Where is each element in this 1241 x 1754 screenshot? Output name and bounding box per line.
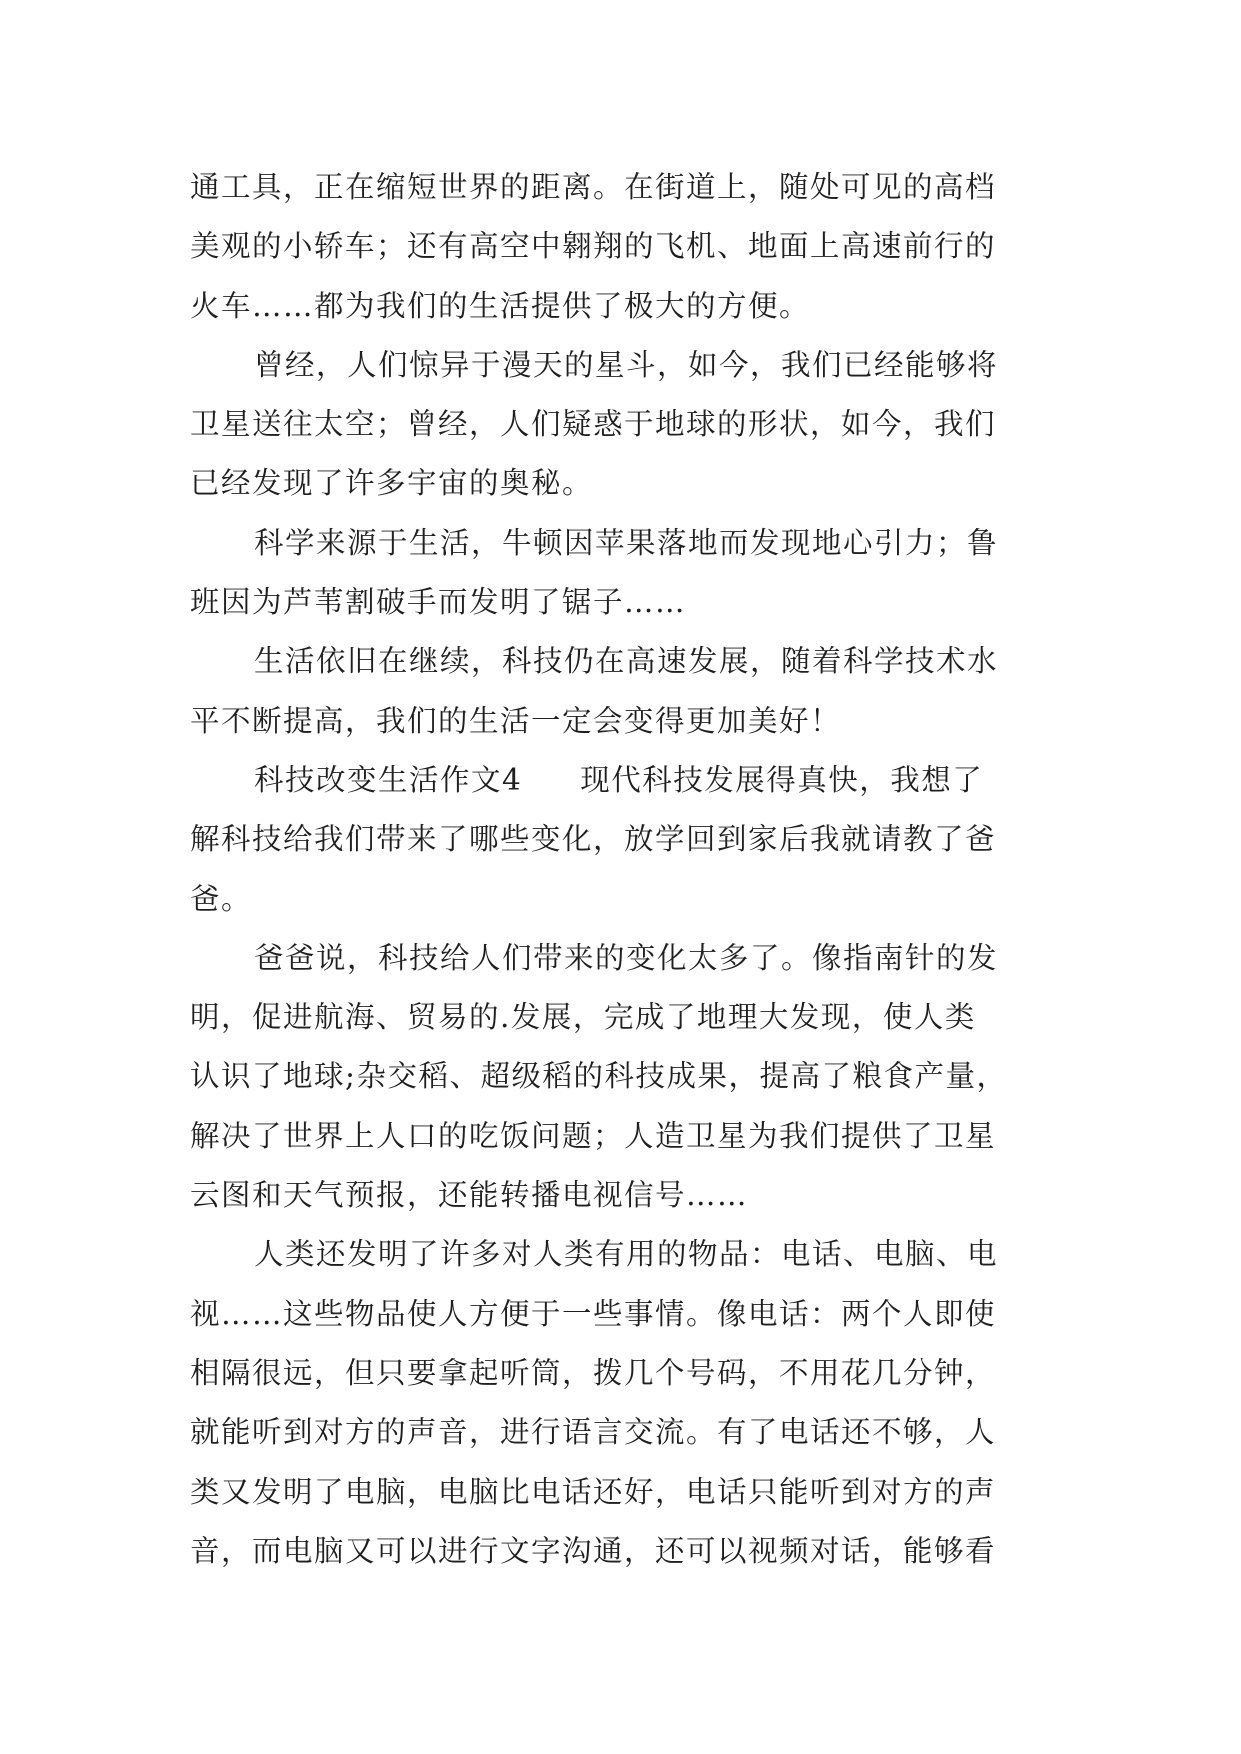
text-line: 解决了世界上人口的吃饭问题；人造卫星为我们提供了卫星 <box>190 1118 997 1153</box>
text-line: 明，促进航海、贸易的.发展，完成了地理大发现，使人类 <box>190 1000 976 1035</box>
text-line: 卫星送往太空；曾经，人们疑惑于地球的形状，如今，我们 <box>190 407 997 442</box>
text-line: 火车……都为我们的生活提供了极大的方便。 <box>190 288 811 323</box>
text-line <box>190 751 1050 810</box>
paragraph <box>190 158 1050 336</box>
text-line: 人类还发明了许多对人类有用的物品：电话、电脑、电 <box>254 1237 999 1272</box>
paragraph <box>190 336 1050 514</box>
text-line: 解科技给我们带来了哪些变化，放学回到家后我就请教了爸 <box>190 822 997 857</box>
text-line: 爸爸说，科技给人们带来的变化太多了。像指南针的发 <box>254 940 999 975</box>
text-line: 爸。 <box>190 881 253 916</box>
text-line: 已经发现了许多宇宙的奥秘。 <box>190 466 594 501</box>
text-line: 相隔很远，但只要拿起听筒，拨几个号码，不用花几分钟， <box>190 1355 997 1390</box>
body-text <box>190 158 1050 1581</box>
text-line: 班因为芦苇割破手而发明了锯子…… <box>190 585 687 620</box>
text-line: 类又发明了电脑，电脑比电话还好，电话只能听到对方的声 <box>190 1474 997 1509</box>
paragraph <box>190 1225 1050 1581</box>
text-line: 认识了地球;杂交稻、超级稻的科技成果，提高了粮食产量， <box>190 1059 1008 1094</box>
paragraph <box>190 632 1050 751</box>
paragraph <box>190 751 1050 929</box>
text-line: 视……这些物品使人方便于一些事情。像电话：两个人即使 <box>190 1296 997 1331</box>
text-line: 通工具，正在缩短世界的距离。在街道上，随处可见的高档 <box>190 170 997 204</box>
text-line: 科学来源于生活，牛顿因苹果落地而发现地心引力；鲁 <box>254 525 999 560</box>
text-line: 美观的小轿车；还有高空中翱翔的飞机、地面上高速前行的 <box>190 229 997 264</box>
paragraph <box>190 514 1050 633</box>
text-line: 音，而电脑又可以进行文字沟通，还可以视频对话，能够看 <box>190 1533 997 1568</box>
text-line: 就能听到对方的声音，进行语言交流。有了电话还不够，人 <box>190 1415 997 1450</box>
text-line: 生活依旧在继续，科技仍在高速发展，随着科学技术水 <box>254 644 999 679</box>
text-line: 云图和天气预报，还能转播电视信号…… <box>190 1178 749 1213</box>
section-heading: 科技改变生活作文4 <box>254 762 523 797</box>
paragraph <box>190 929 1050 1225</box>
text-line: 曾经，人们惊异于漫天的星斗，如今，我们已经能够将 <box>254 347 999 382</box>
text-line: 平不断提高，我们的生活一定会变得更加美好！ <box>190 703 842 738</box>
text-line-rest: 现代科技发展得真快，我想了 <box>580 762 984 797</box>
